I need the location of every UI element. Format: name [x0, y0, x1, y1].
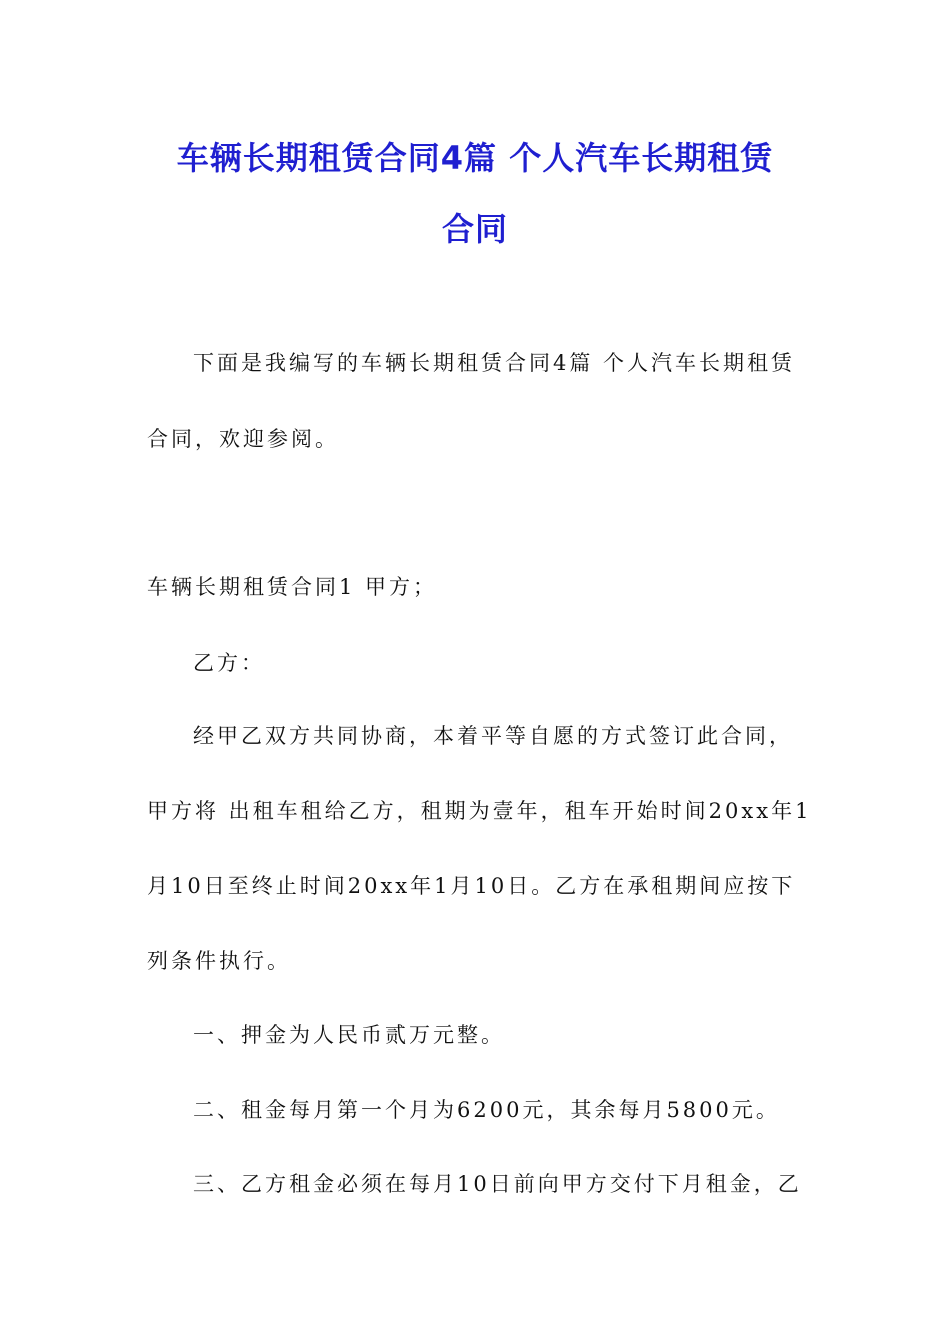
paragraph-line-2: 甲方将 出租车租给乙方，租期为壹年，租车开始时间20xx年1 [147, 799, 812, 823]
intro-line-2: 合同，欢迎参阅。 [147, 427, 339, 451]
document-title-line-1: 车辆长期租赁合同4篇 个人汽车长期租赁 [176, 139, 774, 177]
intro-line-1: 下面是我编写的车辆长期租赁合同4篇 个人汽车长期租赁 [193, 351, 796, 375]
clause-item-2: 二、租金每月第一个月为6200元，其余每月5800元。 [193, 1098, 780, 1122]
paragraph-line-1: 经甲乙双方共同协商，本着平等自愿的方式签订此合同， [193, 724, 793, 748]
paragraph-line-4: 列条件执行。 [147, 949, 291, 973]
contract-heading: 车辆长期租赁合同1 甲方； [147, 575, 438, 599]
paragraph-line-3: 月10日至终止时间20xx年1月10日。乙方在承租期间应按下 [147, 874, 796, 898]
document-title-line-2: 合同 [441, 210, 508, 248]
clause-item-1: 一、押金为人民币贰万元整。 [193, 1023, 505, 1047]
clause-item-3: 三、乙方租金必须在每月10日前向甲方交付下月租金，乙 [193, 1172, 802, 1196]
party-b-line: 乙方： [193, 651, 265, 675]
